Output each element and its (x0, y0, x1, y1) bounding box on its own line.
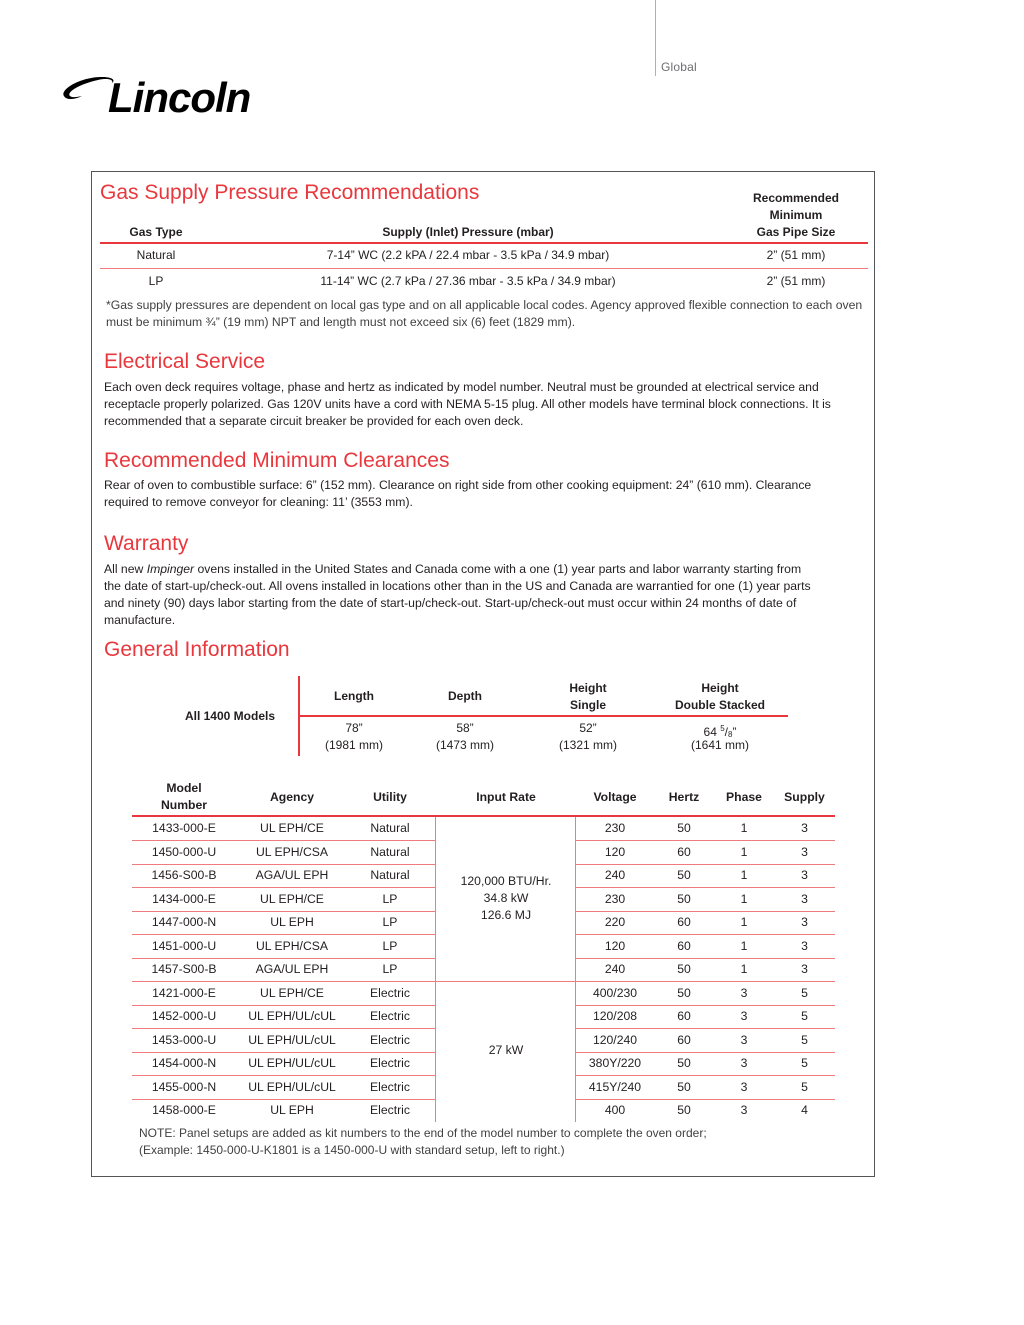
cell-utility: Electric (370, 1009, 410, 1023)
gas-row-lp-pressure: 11-14” WC (2.7 kPa / 27.36 mbar - 3.5 kPa / 34.9 mbar) (320, 274, 616, 288)
gi-horizontal-rule (298, 715, 788, 717)
gi-col-height-double-l2: Double Stacked (674, 698, 766, 712)
cell-supply: 5 (801, 985, 808, 1000)
mt-col-phase: Phase (726, 790, 762, 804)
cell-phase: 3 (740, 1009, 748, 1023)
cell-phase: 1 (740, 938, 748, 953)
cell-model: 1458-000-E (152, 1103, 216, 1117)
note-line-2: (Example: 1450-000-U-K1801 is a 1450-000-U with standard setup, left to right.) (139, 1143, 565, 1157)
note-line-1: NOTE: Panel setups are added as kit numbers to the end of the model number to complete the oven order; (139, 1126, 707, 1140)
cell-hertz: 50 (677, 1056, 691, 1070)
cell-agency: UL EPH/CSA (255, 844, 329, 859)
gas-row-natural-type: Natural (136, 248, 176, 262)
cell-voltage: 240 (604, 962, 626, 976)
cell-voltage: 400/230 (592, 985, 638, 1000)
fraction-unit: ” (732, 725, 737, 739)
cell-phase: 1 (740, 962, 748, 976)
cell-supply: 5 (801, 1079, 808, 1094)
header-divider (655, 0, 656, 76)
gi-length-metric: (1981 mm) (324, 738, 383, 752)
gas-col-pipe-l2: Minimum (769, 208, 823, 222)
cell-agency: UL EPH/UL/cUL (248, 1056, 336, 1070)
lincoln-logo (60, 72, 270, 122)
cell-model: 1434-000-E (152, 891, 216, 906)
warranty-text-l2: the date of start-up/check-out. All ovens installed in locations other than in the US and Canada are warrantied for one (1) year parts (104, 579, 811, 593)
cell-phase: 1 (740, 844, 748, 859)
cell-utility: LP (382, 915, 398, 929)
warranty-text-l1 (104, 561, 801, 578)
electrical-title: Electrical Service (104, 350, 266, 373)
cell-model: 1451-000-U (151, 938, 217, 953)
cell-model: 1421-000-E (152, 985, 216, 1000)
cell-agency: UL EPH/CE (260, 821, 324, 835)
cell-model: 1457-S00-B (151, 962, 217, 976)
cell-hertz: 50 (677, 821, 691, 835)
gi-height-single-value: 52” (579, 721, 597, 735)
cell-voltage: 120 (604, 938, 626, 953)
cell-hertz: 50 (677, 891, 691, 906)
cell-voltage: 415Y/240 (588, 1079, 642, 1094)
gi-depth-value: 58” (456, 721, 474, 735)
cell-voltage: 120/240 (592, 1032, 638, 1047)
electric-input-rate: 27 kW (488, 1043, 524, 1057)
cell-model: 1454-000-N (151, 1056, 217, 1070)
cell-hertz: 50 (677, 1103, 691, 1117)
table-row (132, 841, 835, 865)
cell-utility: Natural (370, 868, 410, 882)
table-row (132, 911, 835, 935)
cell-phase: 1 (740, 915, 748, 929)
cell-hertz: 60 (677, 1009, 691, 1023)
cell-utility: Electric (370, 985, 410, 1000)
cell-utility: Electric (370, 1032, 410, 1047)
cell-utility: LP (382, 938, 398, 953)
clearances-title: Recommended Minimum Clearances (104, 449, 450, 472)
table-row (132, 888, 835, 912)
cell-model: 1453-000-U (151, 1032, 217, 1047)
table-row (132, 1052, 835, 1076)
gi-height-single-metric: (1321 mm) (558, 738, 617, 752)
cell-phase: 1 (740, 821, 748, 835)
mt-col-agency: Agency (269, 790, 315, 804)
gi-height-double-metric: (1641 mm) (690, 738, 749, 752)
cell-supply: 5 (801, 1056, 808, 1070)
gas-row-natural-pipe: 2” (51 mm) (766, 248, 826, 262)
gas-supply-title: Gas Supply Pressure Recommendations (100, 181, 480, 204)
cell-utility: LP (382, 891, 398, 906)
cell-phase: 3 (740, 985, 748, 1000)
cell-phase: 3 (740, 1032, 748, 1047)
cell-model: 1433-000-E (152, 821, 216, 835)
warranty-l1-pre: All new (104, 562, 147, 576)
cell-supply: 3 (801, 821, 808, 835)
cell-hertz: 50 (677, 985, 691, 1000)
gas-col-pipe-l1: Recommended (752, 191, 840, 205)
fraction-numerator: 5 (720, 724, 725, 733)
cell-agency: UL EPH (270, 915, 314, 929)
cell-phase: 3 (740, 1103, 748, 1117)
cell-voltage: 240 (604, 868, 626, 882)
general-info-title: General Information (104, 638, 290, 661)
cell-agency: UL EPH/UL/cUL (248, 1009, 336, 1023)
cell-hertz: 50 (677, 962, 691, 976)
cell-model: 1452-000-U (151, 1009, 217, 1023)
cell-hertz: 60 (677, 1032, 691, 1047)
gas-input-rate-l1: 120,000 BTU/Hr. (460, 874, 552, 888)
mt-col-supply: Supply (784, 790, 825, 804)
clearances-text-l2: required to remove conveyor for cleaning: 11’ (3553 mm). (104, 495, 413, 509)
cell-supply: 5 (801, 1032, 808, 1047)
cell-agency: AGA/UL EPH (255, 868, 329, 882)
cell-phase: 3 (740, 1056, 748, 1070)
electrical-text-l2: receptacle properly polarized. Gas 120V units have a cord with NEMA 5-15 plug. All other models have terminal block connections. It is (104, 397, 831, 411)
cell-agency: UL EPH/CE (260, 891, 324, 906)
gas-col-pressure: Supply (Inlet) Pressure (mbar) (382, 225, 554, 239)
cell-voltage: 400 (604, 1103, 626, 1117)
gas-footnote-l2: must be minimum ¾” (19 mm) NPT and length must not exceed six (6) feet (1829 mm). (106, 315, 576, 329)
warranty-l1-post: ovens installed in the United States and Canada come with a one (1) year parts and labor warranty starting from (194, 562, 802, 576)
fraction-denominator: 8 (728, 730, 733, 739)
cell-agency: UL EPH/CSA (255, 938, 329, 953)
cell-model: 1450-000-U (151, 844, 217, 859)
cell-voltage: 120 (604, 844, 626, 859)
cell-agency: AGA/UL EPH (255, 962, 329, 976)
mt-col-input-rate: Input Rate (476, 790, 536, 804)
cell-supply: 3 (801, 868, 808, 882)
cell-utility: Natural (370, 844, 410, 859)
warranty-text-l4: manufacture. (104, 613, 176, 627)
brand-wordmark: Lincoln (108, 74, 251, 121)
cell-model: 1456-S00-B (151, 868, 217, 882)
table-note (139, 1125, 707, 1159)
mt-col-model-l2: Number (160, 798, 208, 812)
cell-supply: 3 (801, 844, 808, 859)
gas-footnote-l1: *Gas supply pressures are dependent on local gas type and on all applicable local codes. Agency approved flexible connection to each oven (106, 298, 863, 312)
table-row (132, 982, 835, 1006)
cell-utility: Electric (370, 1056, 410, 1070)
cell-hertz: 50 (677, 868, 691, 882)
cell-agency: UL EPH/UL/cUL (248, 1079, 336, 1094)
gas-row-lp-pipe: 2” (51 mm) (766, 274, 826, 288)
clearances-text-l1: Rear of oven to combustible surface: 6” (152 mm). Clearance on right side from other cooking equipment: 24” (610 mm). Clearance (104, 478, 812, 492)
table-row (132, 958, 835, 982)
gas-row-natural-pressure: 7-14” WC (2.2 kPA / 22.4 mbar - 3.5 kPa / 34.9 mbar) (326, 248, 610, 262)
mt-col-hertz: Hertz (668, 790, 700, 804)
cell-hertz: 60 (677, 844, 691, 859)
cell-supply: 3 (801, 891, 808, 906)
cell-model: 1455-000-N (151, 1079, 217, 1094)
table-row (132, 1076, 835, 1100)
cell-voltage: 120/208 (592, 1009, 638, 1023)
gi-row-label: All 1400 Models (184, 709, 276, 723)
cell-supply: 3 (801, 915, 808, 929)
cell-supply: 3 (801, 938, 808, 953)
table-row (132, 1099, 835, 1123)
cell-hertz: 60 (677, 915, 691, 929)
warranty-title: Warranty (104, 532, 189, 555)
cell-agency: UL EPH/UL/cUL (248, 1032, 336, 1047)
gi-col-height-single-l1: Height (569, 681, 607, 695)
cell-voltage: 220 (604, 915, 626, 929)
cell-voltage: 380Y/220 (588, 1056, 642, 1070)
gas-col-type: Gas Type (129, 225, 183, 239)
gi-col-height-double-l1: Height (701, 681, 739, 695)
gi-col-depth: Depth (448, 689, 482, 703)
cell-supply: 5 (801, 1009, 808, 1023)
gas-row-divider (100, 268, 868, 269)
cell-agency: UL EPH/CE (260, 985, 324, 1000)
table-row (132, 1029, 835, 1053)
cell-utility: Natural (370, 821, 410, 835)
gas-input-rate-l3: 126.6 MJ (480, 908, 532, 922)
cell-phase: 1 (740, 891, 748, 906)
cell-utility: Electric (370, 1103, 410, 1117)
warranty-text-l3: and ninety (90) days labor starting from the date of start-up/check-out. Start-up/check-out must occur within 24 months of date of (104, 596, 797, 610)
fraction-whole: 64 (703, 725, 721, 739)
electrical-text-l3: recommended that a separate circuit breaker be provided for each oven deck. (104, 414, 524, 428)
gi-length-value: 78” (345, 721, 363, 735)
gas-row-lp-type: LP (148, 274, 164, 288)
gas-input-rate-l2: 34.8 kW (483, 891, 529, 905)
mt-col-utility: Utility (373, 790, 407, 804)
gas-col-pipe-l3: Gas Pipe Size (756, 225, 836, 239)
gi-depth-metric: (1473 mm) (435, 738, 494, 752)
cell-utility: LP (382, 962, 398, 976)
gas-header-rule (100, 242, 868, 244)
cell-voltage: 230 (604, 821, 626, 835)
mt-col-voltage: Voltage (593, 790, 637, 804)
table-row (132, 935, 835, 959)
cell-supply: 4 (801, 1103, 808, 1117)
mt-col-model-l1: Model (166, 781, 202, 795)
cell-voltage: 230 (604, 891, 626, 906)
cell-phase: 3 (740, 1079, 748, 1094)
cell-agency: UL EPH (270, 1103, 314, 1117)
table-row (132, 1005, 835, 1029)
region-label: Global (661, 60, 697, 74)
gi-col-height-single-l2: Single (569, 698, 606, 712)
table-row (132, 817, 835, 841)
table-row (132, 864, 835, 888)
cell-model: 1447-000-N (151, 915, 217, 929)
cell-hertz: 60 (677, 938, 691, 953)
electrical-text-l1: Each oven deck requires voltage, phase and hertz as indicated by model number. Neutral must be grounded at electrical service and (104, 380, 819, 394)
cell-hertz: 50 (677, 1079, 691, 1094)
cell-utility: Electric (370, 1079, 410, 1094)
impinger-brand: Impinger (146, 562, 195, 576)
cell-phase: 1 (740, 868, 748, 882)
gi-height-double-value: 64 $^5/_8$” (703, 724, 737, 739)
gi-col-length: Length (334, 689, 374, 703)
cell-supply: 3 (801, 962, 808, 976)
